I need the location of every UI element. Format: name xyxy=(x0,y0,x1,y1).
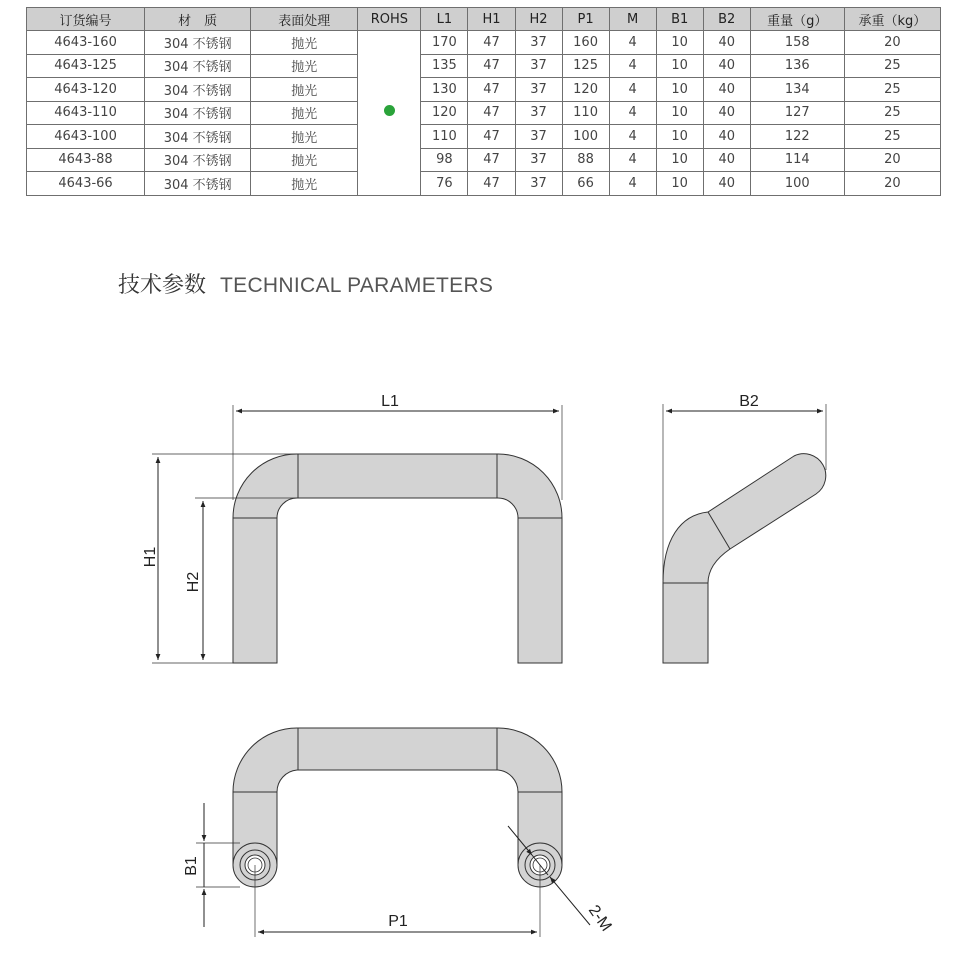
cell-code: 4643-100 xyxy=(27,125,145,149)
cell-m: 4 xyxy=(609,148,656,172)
cell-h1: 47 xyxy=(468,172,515,196)
header-load: 承重（kg） xyxy=(844,8,940,31)
dimension-b1 xyxy=(183,803,240,927)
cell-p1: 88 xyxy=(562,148,609,172)
header-weight: 重量（g） xyxy=(750,8,844,31)
cell-h1: 47 xyxy=(468,54,515,78)
top-view-handle xyxy=(233,728,562,865)
cell-material: 304 不锈钢 xyxy=(145,78,251,102)
cell-b2: 40 xyxy=(703,78,750,102)
front-view-handle xyxy=(233,454,562,663)
label-m: 2-M xyxy=(584,902,615,935)
cell-load: 20 xyxy=(844,31,940,55)
cell-load: 25 xyxy=(844,101,940,125)
cell-code: 4643-66 xyxy=(27,172,145,196)
cell-h2: 37 xyxy=(515,148,562,172)
label-b2: B2 xyxy=(739,393,759,410)
cell-load: 25 xyxy=(844,54,940,78)
cell-load: 20 xyxy=(844,172,940,196)
cell-b1: 10 xyxy=(656,54,703,78)
cell-material: 304 不锈钢 xyxy=(145,54,251,78)
cell-p1: 160 xyxy=(562,31,609,55)
cell-material: 304 不锈钢 xyxy=(145,31,251,55)
dimension-p1 xyxy=(255,865,540,937)
cell-b1: 10 xyxy=(656,101,703,125)
cell-load: 25 xyxy=(844,78,940,102)
cell-m: 4 xyxy=(609,31,656,55)
cell-finish: 抛光 xyxy=(251,125,358,149)
cell-load: 25 xyxy=(844,125,940,149)
section-title-en: TECHNICAL PARAMETERS xyxy=(220,274,494,297)
cell-m: 4 xyxy=(609,54,656,78)
cell-weight: 136 xyxy=(750,54,844,78)
cell-finish: 抛光 xyxy=(251,148,358,172)
cell-b2: 40 xyxy=(703,54,750,78)
header-b2: B2 xyxy=(703,8,750,31)
cell-m: 4 xyxy=(609,78,656,102)
cell-code: 4643-160 xyxy=(27,31,145,55)
cell-h1: 47 xyxy=(468,125,515,149)
cell-p1: 120 xyxy=(562,78,609,102)
cell-finish: 抛光 xyxy=(251,101,358,125)
cell-code: 4643-110 xyxy=(27,101,145,125)
cell-b2: 40 xyxy=(703,125,750,149)
cell-h2: 37 xyxy=(515,78,562,102)
cell-weight: 158 xyxy=(750,31,844,55)
cell-p1: 110 xyxy=(562,101,609,125)
cell-b2: 40 xyxy=(703,172,750,196)
header-b1: B1 xyxy=(656,8,703,31)
cell-finish: 抛光 xyxy=(251,172,358,196)
top-view xyxy=(233,728,562,887)
header-material: 材 质 xyxy=(145,8,251,31)
cell-b2: 40 xyxy=(703,148,750,172)
cell-h1: 47 xyxy=(468,148,515,172)
header-rohs: ROHS xyxy=(358,8,421,31)
label-h1: H1 xyxy=(142,546,159,568)
header-code: 订货编号 xyxy=(27,8,145,31)
header-m: M xyxy=(609,8,656,31)
cell-code: 4643-120 xyxy=(27,78,145,102)
side-view xyxy=(663,454,826,663)
cell-h2: 37 xyxy=(515,172,562,196)
cell-b1: 10 xyxy=(656,172,703,196)
cell-p1: 125 xyxy=(562,54,609,78)
cell-m: 4 xyxy=(609,172,656,196)
label-h2: H2 xyxy=(185,571,202,593)
cell-weight: 127 xyxy=(750,101,844,125)
cell-l1: 170 xyxy=(421,31,468,55)
cell-h2: 37 xyxy=(515,125,562,149)
cell-l1: 130 xyxy=(421,78,468,102)
cell-m: 4 xyxy=(609,125,656,149)
label-l1: L1 xyxy=(381,393,399,410)
header-finish: 表面处理 xyxy=(251,8,358,31)
cell-material: 304 不锈钢 xyxy=(145,172,251,196)
cell-b1: 10 xyxy=(656,31,703,55)
label-b1: B1 xyxy=(183,856,200,876)
cell-finish: 抛光 xyxy=(251,31,358,55)
side-view-handle xyxy=(663,454,826,663)
cell-p1: 66 xyxy=(562,172,609,196)
cell-b1: 10 xyxy=(656,78,703,102)
cell-b2: 40 xyxy=(703,31,750,55)
cell-b1: 10 xyxy=(656,148,703,172)
cell-material: 304 不锈钢 xyxy=(145,148,251,172)
cell-h2: 37 xyxy=(515,54,562,78)
cell-b2: 40 xyxy=(703,101,750,125)
cell-weight: 114 xyxy=(750,148,844,172)
cell-material: 304 不锈钢 xyxy=(145,101,251,125)
cell-weight: 100 xyxy=(750,172,844,196)
cell-weight: 134 xyxy=(750,78,844,102)
cell-l1: 135 xyxy=(421,54,468,78)
header-p1: P1 xyxy=(562,8,609,31)
cell-finish: 抛光 xyxy=(251,54,358,78)
cell-l1: 110 xyxy=(421,125,468,149)
cell-finish: 抛光 xyxy=(251,78,358,102)
cell-l1: 120 xyxy=(421,101,468,125)
cell-code: 4643-125 xyxy=(27,54,145,78)
cell-code: 4643-88 xyxy=(27,148,145,172)
front-view xyxy=(233,454,562,663)
cell-h2: 37 xyxy=(515,31,562,55)
cell-l1: 76 xyxy=(421,172,468,196)
cell-h1: 47 xyxy=(468,78,515,102)
cell-load: 20 xyxy=(844,148,940,172)
header-h1: H1 xyxy=(468,8,515,31)
header-l1: L1 xyxy=(421,8,468,31)
cell-p1: 100 xyxy=(562,125,609,149)
section-title-cn: 技术参数 xyxy=(118,273,207,298)
header-h2: H2 xyxy=(515,8,562,31)
cell-material: 304 不锈钢 xyxy=(145,125,251,149)
cell-weight: 122 xyxy=(750,125,844,149)
cell-b1: 10 xyxy=(656,125,703,149)
label-p1: P1 xyxy=(388,913,408,930)
cell-h2: 37 xyxy=(515,101,562,125)
cell-m: 4 xyxy=(609,101,656,125)
cell-h1: 47 xyxy=(468,31,515,55)
cell-h1: 47 xyxy=(468,101,515,125)
cell-l1: 98 xyxy=(421,148,468,172)
